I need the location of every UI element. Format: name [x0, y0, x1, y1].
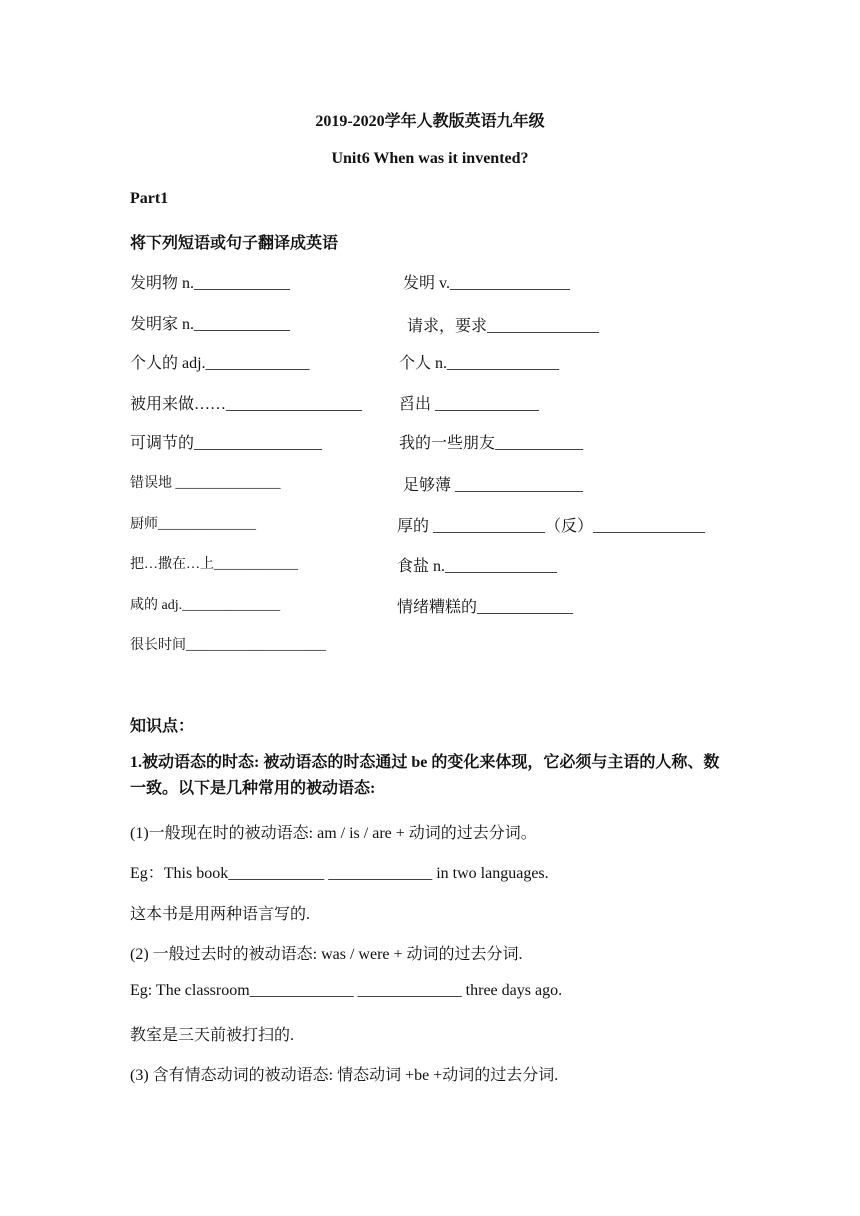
knowledge-point-1: 1.被动语态的时态: 被动语态的时态通过 be 的变化来体现，它必须与主语的人称、数一致。以下是几种常用的被动语态:: [130, 754, 720, 797]
knowledge-item: 教室是三天前被打扫的.: [130, 1027, 295, 1044]
vocab-left: 被用来做……_________________: [130, 396, 363, 413]
unit-subtitle: Unit6 When was it invented?: [331, 150, 529, 167]
knowledge-item: (2) 一般过去时的被动语态: was / were + 动词的过去分词.: [130, 946, 523, 963]
vocab-left: 把…撒在…上____________: [130, 557, 298, 572]
vocab-right: 请求，要求______________: [407, 318, 600, 335]
vocab-left: 个人的 adj._____________: [130, 355, 310, 372]
document-title: 2019-2020学年人教版英语九年级: [315, 113, 545, 130]
vocab-right: 我的一些朋友___________: [399, 435, 584, 452]
knowledge-item: Eg: The classroom_____________ _____________ three days ago.: [130, 982, 563, 999]
vocab-right: 足够薄 ________________: [403, 477, 584, 494]
vocab-left: 错误地 _______________: [130, 476, 281, 491]
part-instruction: 将下列短语或句子翻译成英语: [130, 235, 339, 252]
vocab-right: 个人 n.______________: [399, 355, 560, 372]
knowledge-item: (3) 含有情态动词的被动语态: 情态动词 +be +动词的过去分词.: [130, 1067, 559, 1084]
vocab-left: 发明物 n.____________: [130, 275, 291, 292]
vocab-left: 可调节的________________: [130, 435, 323, 452]
vocab-right: 情绪糟糕的____________: [397, 599, 574, 616]
knowledge-item: 这本书是用两种语言写的.: [130, 906, 311, 923]
vocab-left: 厨师______________: [130, 517, 256, 532]
vocab-right: 食盐 n.______________: [397, 558, 558, 575]
vocab-right: 发明 v._______________: [403, 275, 570, 292]
vocab-right: 厚的 ______________（反）______________: [397, 518, 706, 535]
vocab-left: 咸的 adj.______________: [130, 598, 281, 613]
knowledge-item: (1)一般现在时的被动语态: am / is / are + 动词的过去分词。: [130, 825, 537, 842]
knowledge-heading: 知识点：: [130, 718, 195, 735]
part-label: Part1: [130, 190, 169, 207]
vocab-left: 很长时间____________________: [130, 638, 326, 653]
vocab-right: 舀出 _____________: [399, 396, 540, 413]
knowledge-item: Eg：This book____________ _____________ in two languages.: [130, 865, 549, 882]
vocab-left: 发明家 n.____________: [130, 316, 291, 333]
